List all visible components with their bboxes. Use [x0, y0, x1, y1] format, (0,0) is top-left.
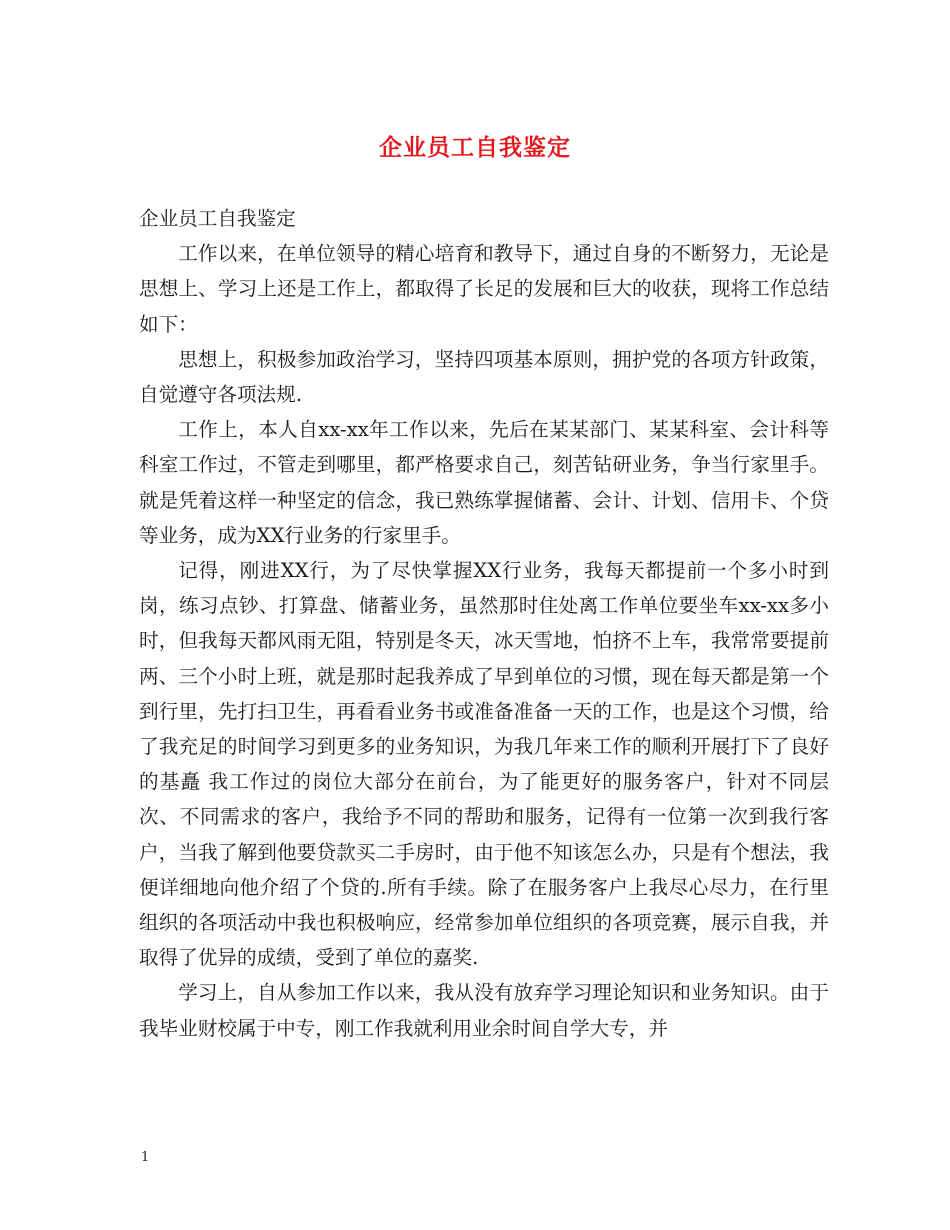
paragraph-memory: 记得，刚进XX行，为了尽快掌握XX行业务，我每天都提前一个多小时到岗，练习点钞、打算盘、储蓄业务，虽然那时住处离工作单位要坐车xx-xx多小时，但我每天都风雨无阻，特别是冬天，冰天雪地，怕挤不上车，我常常要提前两、三个小时上班，就是那时起我养成了早到单位的习惯，现在每天都是第一个到行里，先打扫卫生，再看看业务书或准备准备一天的工作，也是这个习惯，给了我充足的时间学习到更多的业务知识，为我几年来工作的顺利开展打下了良好的基矗 我工作过的岗位大部分在前台，为了能更好的服务客户，针对不同层次、不同需求的客户，我给予不同的帮助和服务，记得有一位第一次到我行客户，当我了解到他要贷款买二手房时，由于他不知该怎么办，只是有个想法，我便详细地向他介绍了个贷的.所有手续。除了在服务客户上我尽心尽力，在行里组织的各项活动中我也积极响应，经常参加单位组织的各项竞赛，展示自我，并取得了优异的成绩，受到了单位的嘉奖. [139, 559, 829, 970]
page-number: 1 [141, 1150, 150, 1165]
paragraph-study: 学习上，自从参加工作以来，我从没有放弃学习理论知识和业务知识。由于我毕业财校属于中专，刚工作我就利用业余时间自学大专，并 [139, 981, 829, 1040]
paragraph-intro: 工作以来，在单位领导的精心培育和教导下，通过自身的不断努力，无论是思想上、学习上还是工作上，都取得了长足的发展和巨大的收获，现将工作总结如下： [139, 242, 829, 336]
document-title: 企业员工自我鉴定 [379, 134, 571, 161]
paragraph-work: 工作上，本人自xx-xx年工作以来，先后在某某部门、某某科室、会计科等科室工作过，不管走到哪里，都严格要求自己，刻苦钻研业务，争当行家里手。就是凭着这样一种坚定的信念，我已熟练掌握储蓄、会计、计划、信用卡、个贷等业务，成为XX行业务的行家里手。 [139, 418, 829, 547]
paragraph-ideology: 思想上，积极参加政治学习，坚持四项基本原则，拥护党的各项方针政策，自觉遵守各项法规. [139, 347, 829, 407]
paragraph-heading: 企业员工自我鉴定 [139, 207, 296, 230]
document-body [139, 201, 829, 1046]
